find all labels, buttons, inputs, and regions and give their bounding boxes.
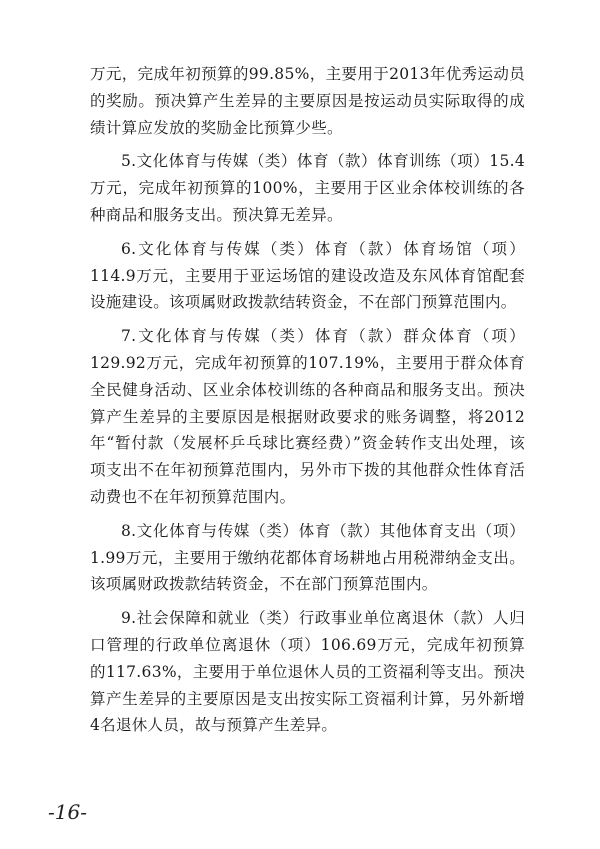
body-text	[90, 61, 525, 746]
paragraph-item-9: 9.社会保障和就业（类）行政事业单位离退休（款）人归口管理的行政单位离退休（项）106.69万元，完成年初预算的117.63%，主要用于单位退休人员的工资福利等支出。预决算产生差异的主要原因是支出按实际工资福利计算，另外新增4名退休人员，故与预算产生差异。	[90, 609, 525, 735]
paragraph-item-8: 8.文化体育与传媒（类）体育（款）其他体育支出（项）1.99万元，主要用于缴纳花都体育场耕地占用税滞纳金支出。该项属财政拨款结转资金，不在部门预算范围内。	[90, 521, 525, 594]
page-number: -16-	[48, 800, 87, 824]
paragraph-item-5: 5.文化体育与传媒（类）体育（款）体育训练（项）15.4万元，完成年初预算的100%，主要用于区业余体校训练的各种商品和服务支出。预决算无差异。	[90, 152, 525, 224]
paragraph-item-6: 6.文化体育与传媒（类）体育（款）体育场馆（项）114.9万元，主要用于亚运场馆的建设改造及东风体育馆配套设施建设。该项属财政拨款结转资金，不在部门预算范围内。	[90, 239, 525, 312]
paragraph-item-7: 7.文化体育与传媒（类）体育（款）群众体育（项）129.92万元，完成年初预算的107.19%，主要用于群众体育全民健身活动、区业余体校训练的各种商品和服务支出。预决算产生差异的主要原因是根据财政要求的账务调整，将2012年“暂付款（发展杯乒乓球比赛经费）”资金转作支出处理，该项支出不在年初预算范围内，另外市下拨的其他群众性体育活动费也不在年初预算范围内。	[90, 327, 525, 506]
paragraph-continuation: 万元，完成年初预算的99.85%，主要用于2013年优秀运动员的奖励。预决算产生差异的主要原因是按运动员实际取得的成绩计算应发放的奖励金比预算少些。	[90, 65, 525, 137]
